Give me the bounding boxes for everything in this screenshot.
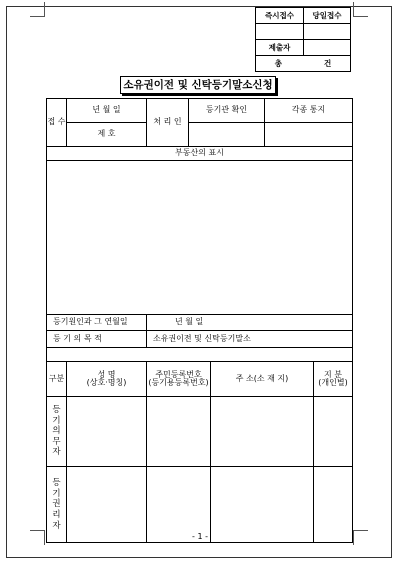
address-header: 주 소(소 재 지) [211,362,314,396]
submitter-label: 제출자 [256,40,304,56]
instant-receipt-cell[interactable] [256,24,304,40]
registry-check-cell[interactable] [189,122,265,146]
crop-mark [30,2,45,17]
vertical-char: 권 [52,499,61,510]
holder-text [47,478,66,531]
reception-number[interactable]: 제 호 [67,122,147,146]
cause-date-field[interactable]: 년 월 일 [147,314,353,331]
vertical-char: 기 [52,415,61,426]
receipt-box [255,7,351,72]
obligor-address-cell[interactable] [211,396,314,467]
share-header [314,362,353,396]
vertical-char: 자 [52,520,61,531]
rrn-header [147,362,211,396]
application-form [46,98,353,543]
obligor-text [47,405,66,458]
purpose-value[interactable]: 소유권이전 및 신탁등기말소 [147,331,353,348]
property-description-area[interactable] [47,161,353,315]
page-number: - 1 - [192,532,208,541]
share-header-sub: (개인별) [318,378,348,388]
crop-mark [353,2,368,17]
property-header: 부동산의 표시 [47,146,353,161]
cause-label: 등기원인과 그 연월일 [47,314,147,331]
vertical-char: 자 [52,447,61,458]
instant-receipt-label: 즉시접수 [256,8,304,24]
vertical-char: 무 [52,436,61,447]
category-header: 구분 [47,362,67,396]
purpose-label: 등 기 의 목 적 [47,331,147,348]
name-header [67,362,147,396]
vertical-char: 기 [52,488,61,499]
processor-label: 처 리 인 [147,99,189,147]
sameday-receipt-label: 당일접수 [304,8,351,24]
notices-cell[interactable] [265,122,353,146]
sameday-receipt-cell[interactable] [304,24,351,40]
count-prefix: 총 [274,58,282,68]
vertical-char: 등 [52,478,61,489]
obligor-share-cell[interactable] [314,396,353,467]
count-suffix: 건 [324,58,332,68]
vertical-char: 의 [52,426,61,437]
vertical-char: 등 [52,404,61,415]
obligor-name-cell[interactable] [67,396,147,467]
notices-label: 각종 통지 [265,99,353,123]
total-count [256,56,351,72]
obligor-rrn-cell[interactable] [147,396,211,467]
reception-label: 접 수 [47,99,67,147]
reception-date[interactable]: 년 월 일 [67,99,147,123]
form-title: 소유권이전 및 신탁등기말소신청 [120,76,276,94]
rrn-header-sub: (등기용등록번호) [148,378,209,388]
blank-row [47,347,353,362]
name-header-label: 성 명 [97,369,116,379]
name-header-sub: (상호·명칭) [86,378,127,388]
share-header-label: 지 분 [324,369,342,379]
vertical-char: 리 [52,509,61,520]
registry-check-label: 등기관 확인 [189,99,265,123]
submitter-cell[interactable] [304,40,351,56]
obligor-label [47,396,67,467]
rrn-header-label: 주민등록번호 [155,369,202,379]
